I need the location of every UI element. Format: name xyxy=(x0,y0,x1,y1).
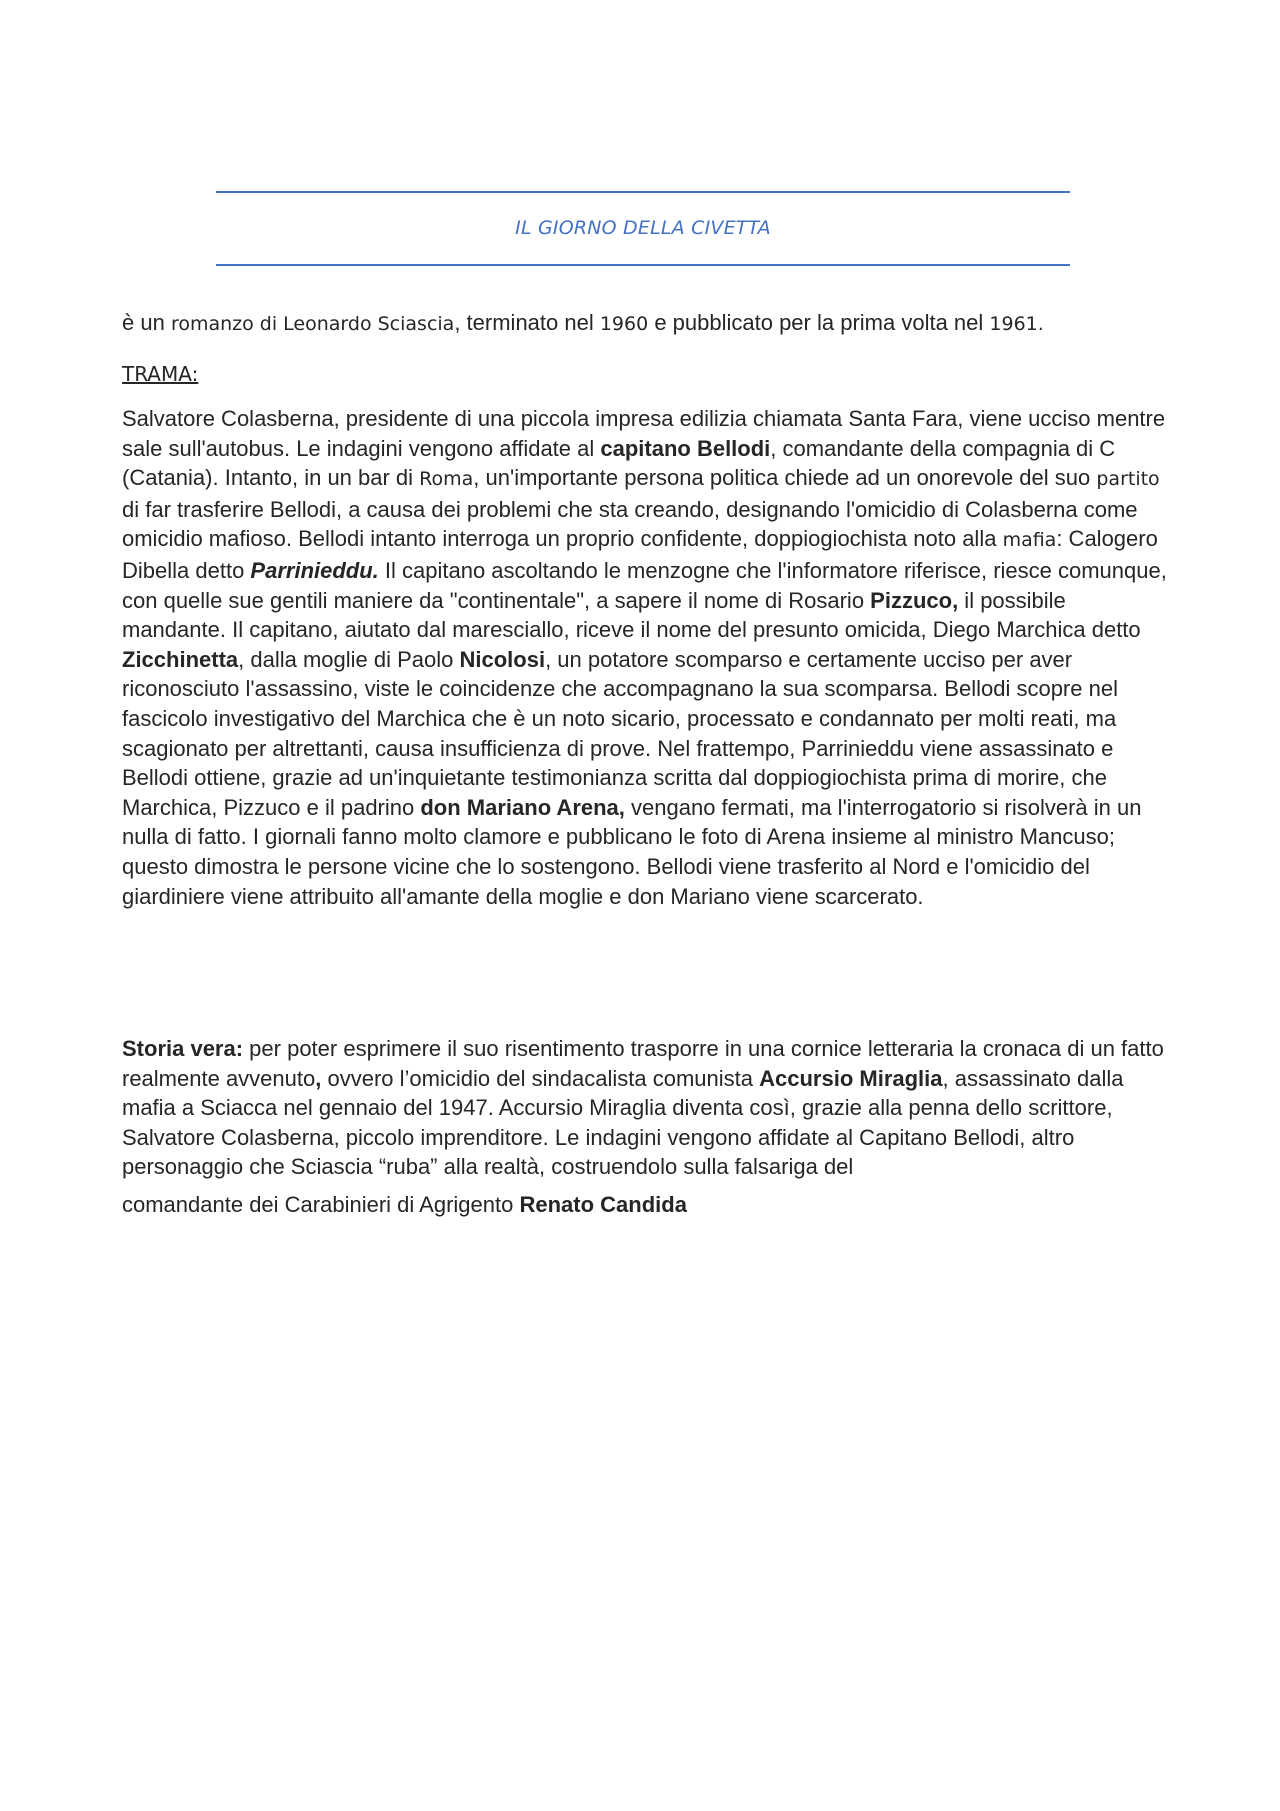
trama-text: di far trasferire Bellodi, a causa dei problemi che sta creando, designando l'omicidio di Colasberna come omicidio mafioso. Bellodi intanto interroga un proprio confidente, doppiogiochista noto alla xyxy=(122,496,1138,552)
trama-bold-parrinieddu: Parrinieddu. xyxy=(250,557,379,583)
trama-bold-pizzuco: Pizzuco, xyxy=(870,587,959,613)
trama-text: , comandante della compagnia di C (Catania). Intanto, in un bar di xyxy=(122,435,1116,491)
trama-text: , un potatore scomparso e certamente ucciso per aver riconosciuto l'assassino, viste le coincidenze che accompagnano la sua scomparsa. Bellodi scopre nel fascicolo investigativo del Marchica che è un noto sicario, processato e condannato per molti reati, ma scagionato per altrettanti, causa insufficienza di prove. Nel frattempo, Parrinieddu viene assassinato e Bellodi ottiene, grazie ad un'inquietante testimonianza scritta dal doppiogiochista prima di morire, che Marchica, Pizzuco e il padrino xyxy=(122,646,1118,820)
title-block xyxy=(216,191,1070,266)
trama-text: il possibile mandante. Il capitano, aiutato dal maresciallo, riceve il nome del presunto omicida, Diego Marchica detto xyxy=(122,587,1141,643)
intro-paragraph xyxy=(122,308,1167,340)
intro-year-pub: 1961. xyxy=(989,313,1044,335)
storia-text: , assassinato dalla mafia a Sciacca nel gennaio del 1947. Accursio Miraglia diventa così, grazie alla penna dello scrittore, Salvatore Colasberna, piccolo imprenditore. Le indagini vengono affidate al Capitano Bellodi, altro personaggio che Sciascia “ruba” alla realtà, costruendolo sulla falsariga del xyxy=(122,1065,1124,1180)
storia-comma: , xyxy=(315,1065,322,1091)
trama-text: vengano fermati, ma l'interrogatorio si risolverà in un nulla di fatto. I giornali fanno molto clamore e pubblicano le foto di Arena insieme al ministro Mancuso; questo dimostra le persone vicine che lo sostengono. Bellodi viene trasferito al Nord e l'omicidio del giardiniere viene attribuito all'amante della moglie e don Mariano viene scarcerato. xyxy=(122,794,1142,909)
trama-bold-capitano: capitano Bellodi xyxy=(600,435,771,461)
storia-text: ovvero l’omicidio del sindacalista comunista xyxy=(321,1065,760,1091)
trama-partito: partito xyxy=(1096,468,1160,491)
intro-year-end: 1960 xyxy=(599,313,649,335)
trama-bold-zicchinetta: Zicchinetta xyxy=(122,646,239,672)
storia-paragraph xyxy=(122,1034,1167,1220)
trama-heading: TRAMA: xyxy=(122,362,199,386)
trama-bold-arena: don Mariano Arena, xyxy=(420,794,625,820)
storia-bold-miraglia: Accursio Miraglia xyxy=(759,1065,943,1091)
trama-text: Salvatore Colasberna, presidente di una piccola impresa edilizia chiamata Santa Fara, viene ucciso mentre sale sull'autobus. Le indagini vengono affidate al xyxy=(122,406,1166,461)
storia-text: per poter esprimere il suo risentimento trasporre in una cornice letteraria la cronaca di un fatto realmente avvenuto xyxy=(122,1036,1164,1091)
storia-bold-candida: Renato Candida xyxy=(519,1191,687,1217)
trama-text: , un'importante persona politica chiede ad un onorevole del suo xyxy=(473,465,1097,491)
trama-text: : Calogero Dibella detto xyxy=(122,526,1158,583)
intro-romanzo: romanzo di xyxy=(170,313,284,335)
intro-text: , terminato nel xyxy=(454,310,600,335)
document-title: IL GIORNO DELLA CIVETTA xyxy=(515,217,771,239)
storia-text: comandante dei Carabinieri di Agrigento xyxy=(122,1191,520,1217)
storia-label: Storia vera: xyxy=(122,1036,244,1061)
intro-author: Leonardo Sciascia xyxy=(283,313,455,335)
trama-roma: Roma xyxy=(419,468,474,491)
trama-text: , dalla moglie di Paolo xyxy=(238,646,460,672)
storia-last-line xyxy=(122,1190,1167,1220)
trama-text: Il capitano ascoltando le menzogne che l'informatore riferisce, riesce comunque, con quelle sue gentili maniere da "continentale", a sapere il nome di Rosario xyxy=(122,557,1167,613)
trama-bold-nicolosi: Nicolosi xyxy=(459,646,546,672)
intro-text: e pubblicato per la prima volta nel xyxy=(648,310,990,335)
trama-mafia: mafia xyxy=(1002,529,1057,552)
trama-paragraph xyxy=(122,404,1167,911)
intro-text: è un xyxy=(122,310,171,335)
